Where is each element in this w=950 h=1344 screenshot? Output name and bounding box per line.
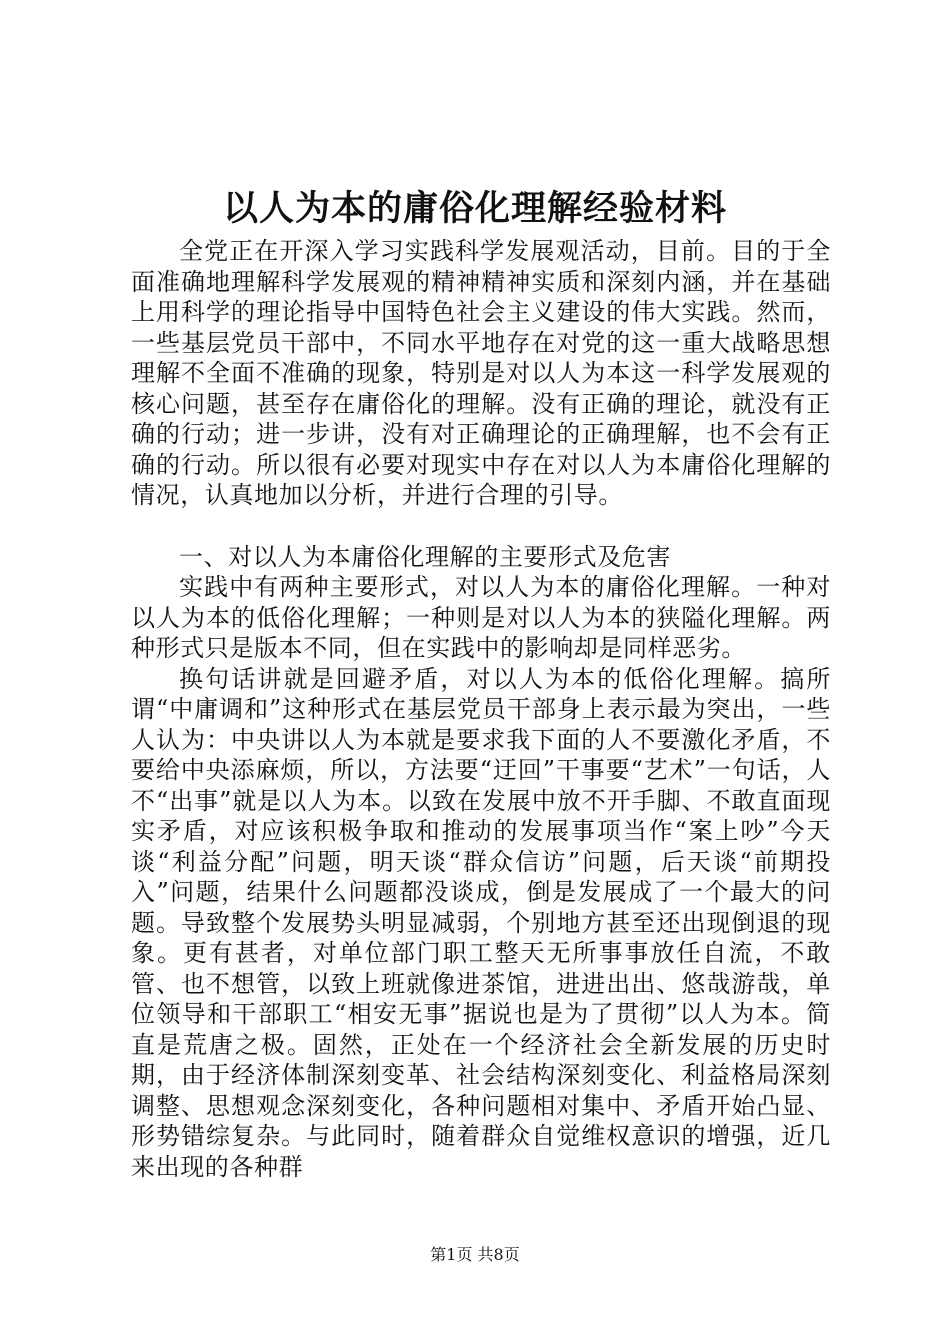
page-footer: 第1页 共8页	[430, 1245, 520, 1264]
document-title: 以人为本的庸俗化理解经验材料	[222, 188, 727, 229]
paragraph-intro: 全党正在开深入学习实践科学发展观活动，目前。目的于全面准确地理解科学发展观的精神精神实质和深刻内涵，并在基础上用科学的理论指导中国特色社会主义建设的伟大实践。然而，一些基层党员干部中，不同水平地存在对党的这一重大战略思想理解不全面不准确的现象，特别是对以人为本这一科学发展观的核心问题，甚至存在庸俗化的理解。没有正确的理论，就没有正确的行动；进一步讲，没有对正确理论的正确理解，也不会有正确的行动。所以很有必要对现实中存在对以人为本庸俗化理解的情况，认真地加以分析，并进行合理的引导。	[131, 237, 831, 509]
section-heading: 一、对以人为本庸俗化理解的主要形式及危害	[179, 542, 671, 571]
paragraph-vulgarization: 换句话讲就是回避矛盾，对以人为本的低俗化理解。搞所谓“中庸调和”这种形式在基层党员干部身上表示最为突出，一些人认为：中央讲以人为本就是要求我下面的人不要激化矛盾，不要给中央添麻烦，所以，方法要“迂回”干事要“艺术”一句话，人不“出事”就是以人为本。以致在发展中放不开手脚、不敢直面现实矛盾，对应该积极争取和推动的发展事项当作“案上吵”今天谈“利益分配”问题，明天谈“群众信访”问题，后天谈“前期投入”问题，结果什么问题都没谈成，倒是发展成了一个最大的问题。导致整个发展势头明显减弱，个别地方甚至还出现倒退的现象。更有甚者，对单位部门职工整天无所事事放任自流，不敢管、也不想管，以致上班就像进茶馆，进进出出、悠哉游哉，单位领导和干部职工“相安无事”据说也是为了贯彻”以人为本。简直是荒唐之极。固然，正处在一个经济社会全新发展的历史时期，由于经济体制深刻变革、社会结构深刻变化、利益格局深刻调整、思想观念深刻变化，各种问题相对集中、矛盾开始凸显、形势错综复杂。与此同时，随着群众自觉维权意识的增强，近几来出现的各种群	[131, 664, 831, 1181]
document-body	[131, 236, 831, 1182]
paragraph-forms: 实践中有两种主要形式，对以人为本的庸俗化理解。一种对以人为本的低俗化理解；一种则是对以人为本的狭隘化理解。两种形式只是版本不同，但在实践中的影响却是同样恶劣。	[131, 573, 831, 662]
